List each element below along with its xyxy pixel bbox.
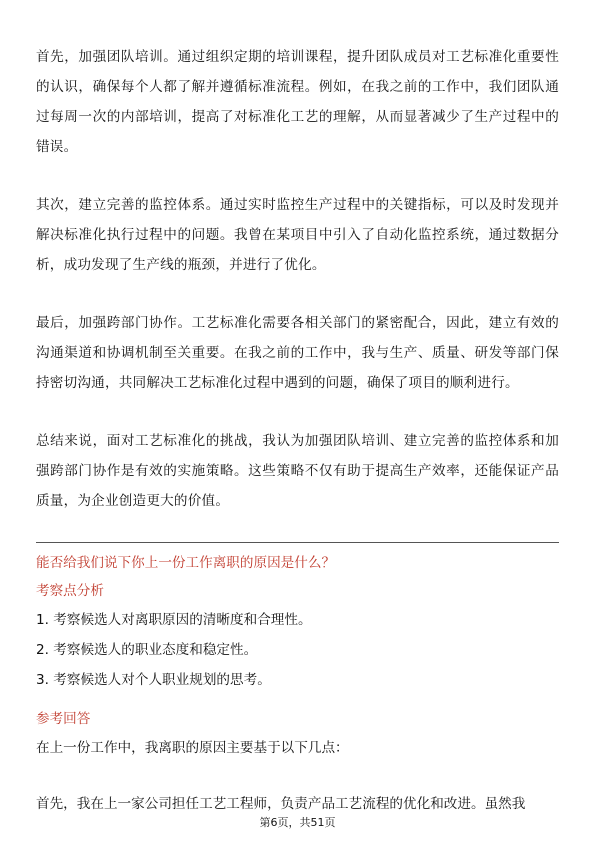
page-content <box>36 42 559 819</box>
reference-answer-line: 首先，我在上一家公司担任工艺工程师，负责产品工艺流程的优化和改进。虽然我 <box>36 796 526 812</box>
paragraph-cross-department: 最后，加强跨部门协作。工艺标准化需要各相关部门的紧密配合，因此，建立有效的沟通渠道和协调机制至关重要。在我之前的工作中，我与生产、质量、研发等部门保持密切沟通，共同解决工艺标准化过程中遇到的问题，确保了项目的顺利进行。 <box>36 315 559 391</box>
reference-answer-intro: 在上一份工作中，我离职的原因主要基于以下几点： <box>36 740 349 756</box>
analysis-item: 2. 考察候选人的职业态度和稳定性。 <box>36 642 258 658</box>
section-divider <box>36 542 559 543</box>
paragraph-monitoring-system: 其次，建立完善的监控体系。通过实时监控生产过程中的关键指标，可以及时发现并解决标准化执行过程中的问题。我曾在某项目中引入了自动化监控系统，通过数据分析，成功发现了生产线的瓶颈，并进行了优化。 <box>36 197 559 273</box>
analysis-item: 3. 考察候选人对个人职业规划的思考。 <box>36 672 271 688</box>
analysis-item: 1. 考察候选人对离职原因的清晰度和合理性。 <box>36 612 312 628</box>
interview-question: 能否给我们说下你上一份工作离职的原因是什么？ <box>36 555 336 571</box>
paragraph-summary: 总结来说，面对工艺标准化的挑战，我认为加强团队培训、建立完善的监控体系和加强跨部门协作是有效的实施策略。这些策略不仅有助于提高生产效率，还能保证产品质量，为企业创造更大的价值。 <box>36 433 559 509</box>
reference-title: 参考回答 <box>36 711 91 727</box>
paragraph-team-training: 首先，加强团队培训。通过组织定期的培训课程，提升团队成员对工艺标准化重要性的认识，确保每个人都了解并遵循标准流程。例如，在我之前的工作中，我们团队通过每周一次的内部培训，提高了对标准化工艺的理解，从而显著减少了生产过程中的错误。 <box>36 49 559 155</box>
page-number: 第6页，共51页 <box>259 816 336 829</box>
analysis-title: 考察点分析 <box>36 583 104 599</box>
